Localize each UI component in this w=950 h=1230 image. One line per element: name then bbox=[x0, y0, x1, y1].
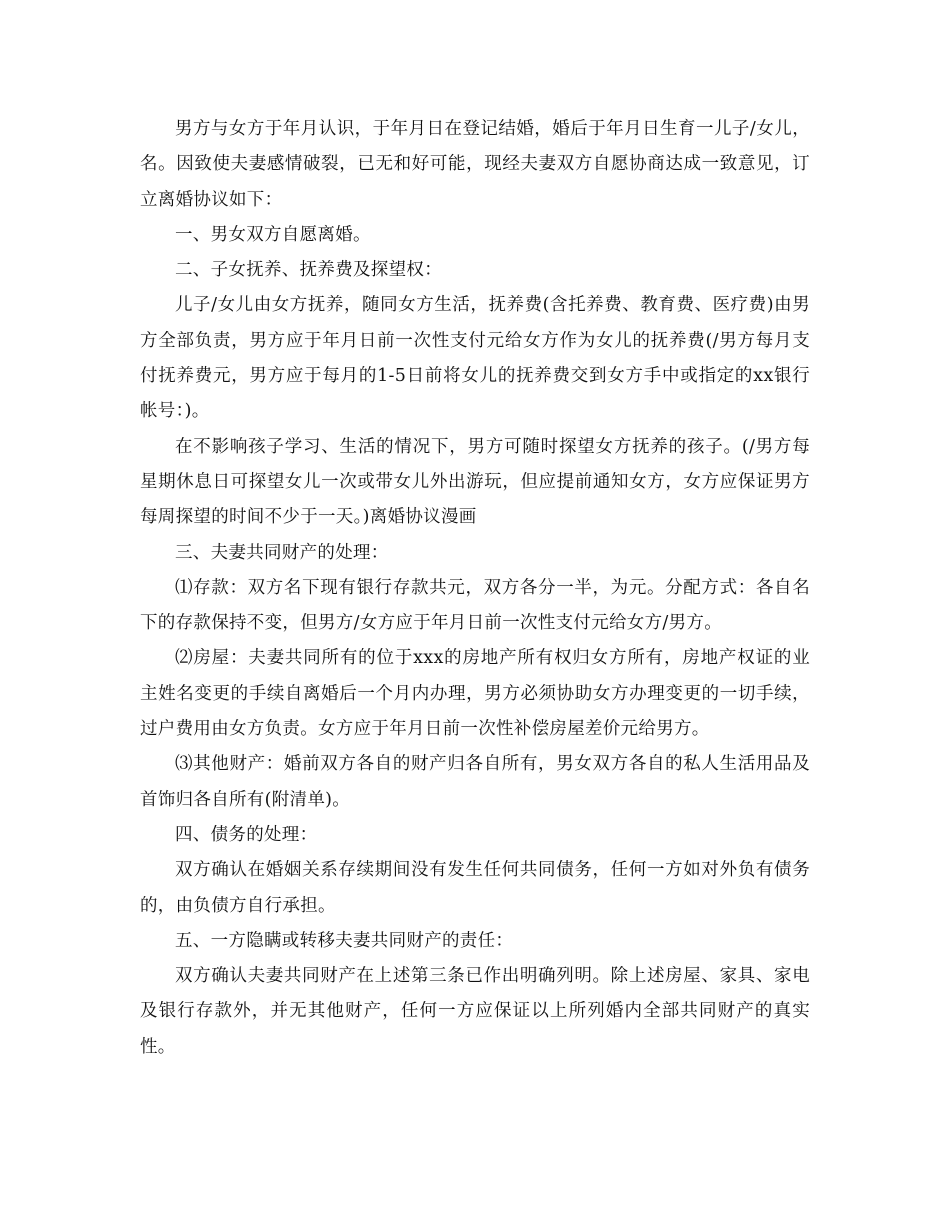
paragraph-intro: 男方与女方于年月认识，于年月日在登记结婚，婚后于年月日生育一儿子/女儿，名。因致使夫妻感情破裂，已无和好可能，现经夫妻双方自愿协商达成一致意见，订立离婚协议如下： bbox=[140, 119, 810, 210]
clause-2-heading: 二、子女抚养、抚养费及探望权： bbox=[175, 260, 442, 281]
paragraph-debts: 双方确认在婚姻关系存续期间没有发生任何共同债务，任何一方如对外负有债务的，由负债方自行承担。 bbox=[140, 860, 810, 916]
clause-3-heading: 三、夫妻共同财产的处理： bbox=[175, 542, 389, 563]
paragraph-concealment: 双方确认夫妻共同财产在上述第三条已作出明确列明。除上述房屋、家具、家电及银行存款外，并无其他财产，任何一方应保证以上所列婚内全部共同财产的真实性。 bbox=[140, 966, 810, 1057]
clause-5-heading: 五、一方隐瞒或转移夫妻共同财产的责任： bbox=[175, 930, 514, 951]
paragraph-savings: ⑴存款：双方名下现有银行存款共元，双方各分一半，为元。分配方式：各自名下的存款保持不变，但男方/女方应于年月日前一次性支付元给女方/男方。 bbox=[140, 577, 810, 634]
clause-4-heading: 四、债务的处理： bbox=[175, 824, 318, 845]
paragraph-child-support: 儿子/女儿由女方抚养，随同女方生活，抚养费(含托养费、教育费、医疗费)由男方全部负责，男方应于年月日前一次性支付元给女方作为女儿的抚养费(/男方每月支付抚养费元，男方应于每月的1-5日前将女儿的抚养费交到女方手中或指定的xx银行帐号：)。 bbox=[140, 295, 810, 422]
paragraph-housing: ⑵房屋：夫妻共同所有的位于xxx的房地产所有权归女方所有，房地产权证的业主姓名变更的手续自离婚后一个月内办理，男方必须协助女方办理变更的一切手续，过户费用由女方负责。女方应于年月日前一次性补偿房屋差价元给男方。 bbox=[140, 648, 810, 740]
clause-1-heading: 一、男女双方自愿离婚。 bbox=[175, 224, 371, 245]
paragraph-other-property: ⑶其他财产：婚前双方各自的财产归各自所有，男女双方各自的私人生活用品及首饰归各自所有(附清单)。 bbox=[140, 754, 810, 810]
paragraph-visitation: 在不影响孩子学习、生活的情况下，男方可随时探望女方抚养的孩子。(/男方每星期休息日可探望女儿一次或带女儿外出游玩，但应提前通知女方，女方应保证男方每周探望的时间不少于一天。)离婚协议漫画 bbox=[140, 436, 810, 528]
